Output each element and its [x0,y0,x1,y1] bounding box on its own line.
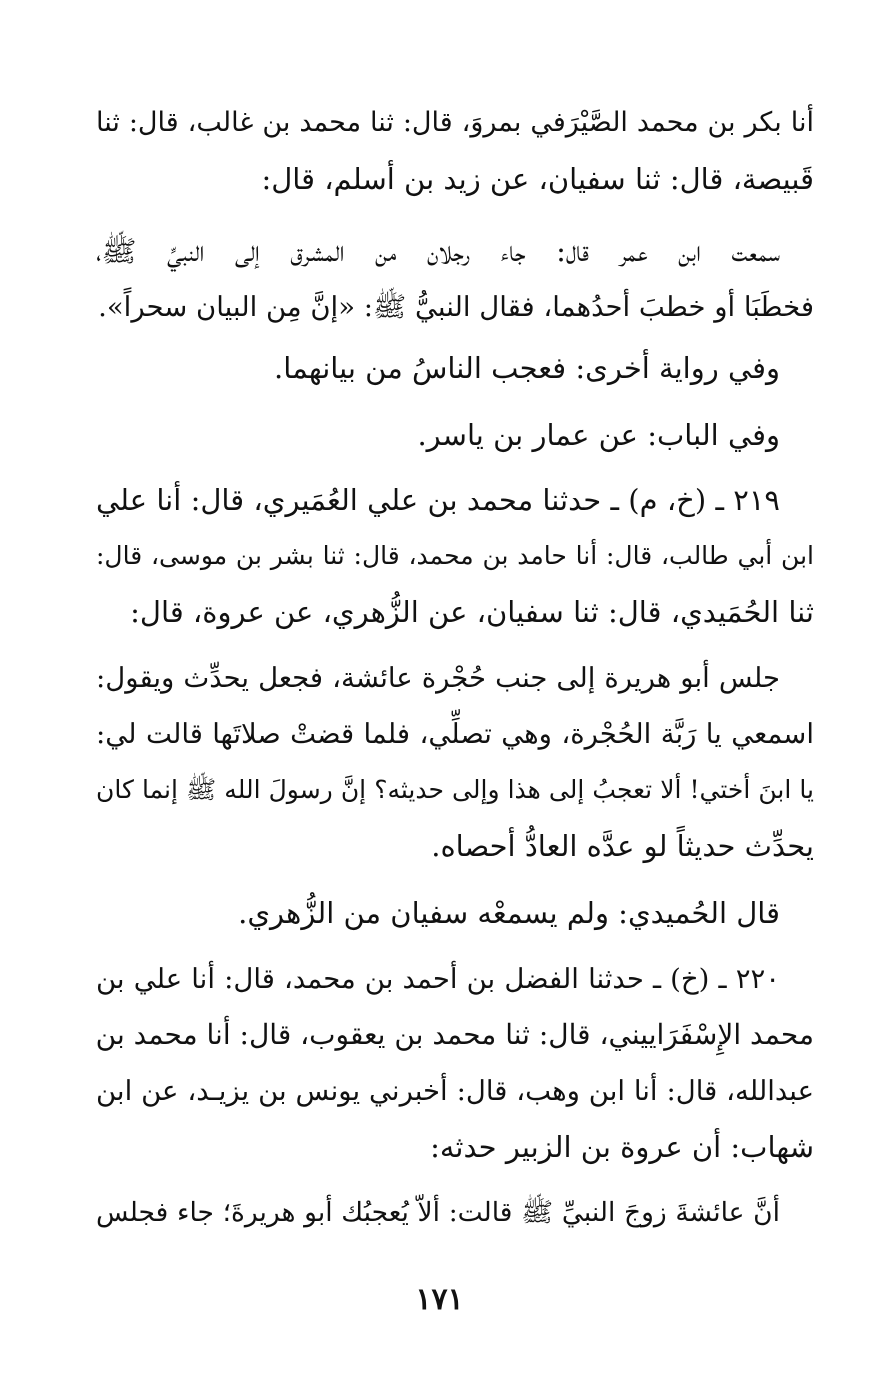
paragraph-in-the-chapter [96,407,814,463]
page-body [96,95,814,1295]
paragraph-hadith-220-isnad [96,951,814,1175]
text-line: وفي الباب: عن عمار بن ياسر. [417,418,780,452]
text-line: جلس أبو هريرة إلى جنب حُجْرة عائشة، فجعل يحدِّث ويقول: [96,662,780,694]
paragraph-hadith-1 [96,223,814,335]
text-line: شهاب: أن عروة بن الزبير حدثه: [430,1130,814,1164]
text-line: ٢١٩ ـ (خ، م) ـ حدثنا محمد بن علي العُمَيري، قال: أنا علي [96,483,780,517]
text-line: ثنا الحُمَيدي، قال: ثنا سفيان، عن الزُّهري، عن عروة، قال: [130,595,814,629]
text-line: أنَّ عائشةَ زوجَ النبيِّ ﷺ قالت: ألاّ يُعجبُك أبو هريرةَ؛ جاء فجلس [96,1197,780,1228]
paragraph-hadith-219-matn [96,650,814,874]
paragraph-hadith-219-isnad [96,472,814,640]
text-line: ٢٢٠ ـ (خ) ـ حدثنا الفضل بن أحمد بن محمد، قال: أنا علي بن [96,963,780,995]
text-line: قال الحُميدي: ولم يسمعْه سفيان من الزُّهري. [238,896,780,930]
text-line: سمعت ابن عمر قال: جاء رجلان من المشرق إلى النبيِّ ﷺ، [96,234,780,268]
text-line: عبدالله، قال: أنا ابن وهب، قال: أخبرني يونس بن يزيـد، عن ابن [96,1075,814,1107]
text-line: فخطَبَا أو خطبَ أحدُهما، فقال النبيُّ ﷺ: «إنَّ مِن البيان سحراً». [98,291,814,323]
paragraph-another-narration [96,340,814,396]
paragraph-humaydi-note [96,885,814,941]
text-line: وفي رواية أخرى: فعجب الناسُ من بيانهما. [274,351,780,385]
text-line: محمد الإِسْفَرَاييني، قال: ثنا محمد بن يعقوب، قال: أنا محمد بن [96,1018,814,1051]
text-line: يا ابنَ أختي! ألا تعجبُ إلى هذا وإلى حديثه؟ إنَّ رسولَ الله ﷺ إنما كان [96,775,814,804]
page-number: ١٧١ [415,1282,464,1317]
text-line: ابن أبي طالب، قال: أنا حامد بن محمد، قال: ثنا بشر بن موسى، قال: [96,541,814,570]
text-line: قَبيصة، قال: ثنا سفيان، عن زيد بن أسلم، قال: [261,162,814,196]
text-line: اسمعي يا رَبَّة الحُجْرة، وهي تصلِّي، فلما قضتْ صلاتَها قالت لي: [96,718,814,750]
paragraph-isnad-1 [96,95,814,207]
paragraph-hadith-220-matn [96,1185,814,1241]
text-line: أنا بكر بن محمد الصَّيْرَفي بمروَ، قال: ثنا محمد بن غالب، قال: ثنا [96,107,814,138]
text-line: يحدِّث حديثاً لو عدَّه العادُّ أحصاه. [431,829,814,863]
